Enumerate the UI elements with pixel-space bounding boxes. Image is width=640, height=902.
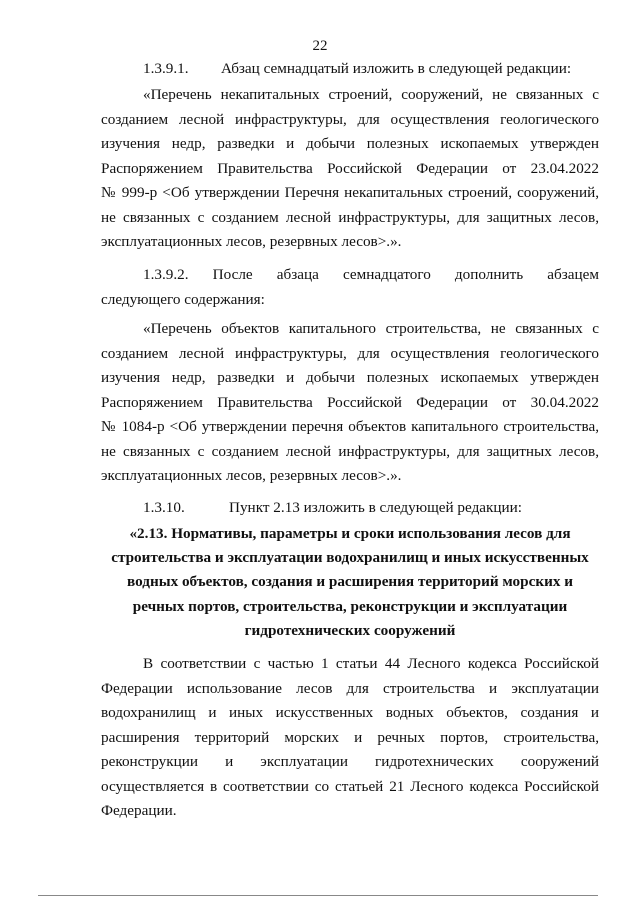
heading-line: речных портов, строительства, реконструкции и эксплуатации [132,597,568,615]
footer-divider [38,895,598,896]
clause-number: 1.3.9.2. [143,266,189,283]
quote-line: созданием лесной инфраструктуры, для осуществления геологического [101,344,599,362]
section-heading [101,522,599,643]
body-line: Федерации. [101,802,177,819]
heading-line: «2.13. Нормативы, параметры и сроки использования лесов для [129,525,571,542]
page-number: 22 [312,38,328,54]
paragraph-1-3-9-2 [101,263,599,312]
heading-line: водных объектов, создания и расширения территорий морских и [127,573,573,591]
quote-line: эксплуатационных лесов, резервных лесов>.». [101,467,402,484]
quote-line: Распоряжением Правительства Российской Федерации от 30.04.2022 [101,393,599,411]
clause-text: Абзац семнадцатый изложить в следующей редакции: [221,60,572,77]
quote-line: № 1084-р <Об утверждении перечня объектов капитального строительства, [101,418,599,435]
quote-line: эксплуатационных лесов, резервных лесов>.». [101,233,402,250]
clause-number: 1.3.10. [143,499,185,516]
clause-number: 1.3.9.1. [143,60,189,77]
paragraph-1-3-9-1 [101,57,599,82]
body-line: осуществляется в соответствии со статьей 21 Лесного кодекса Российской [101,777,599,795]
heading-line: строительства и эксплуатации водохранилищ и иных искусственных [111,549,589,567]
clause-word: дополнить [454,266,524,283]
heading-line: гидротехнических сооружений [244,621,456,639]
clause-word: семнадцатого [342,266,431,283]
quote-block-2 [101,317,599,489]
quote-line: не связанных с созданием лесной инфраструктуры, для защитных лесов, [101,442,599,460]
quote-line: № 999-р <Об утверждении Перечня некапитальных строений, сооружений, [101,184,599,201]
quote-block-1 [101,83,599,255]
quote-line: изучения недр, разведки и добычи полезных ископаемых утвержден [101,369,599,386]
quote-line: созданием лесной инфраструктуры, для осуществления геологического [101,110,599,128]
clause-text: следующего содержания: [101,290,265,308]
body-line: реконструкции и эксплуатации гидротехнических сооружений [101,753,599,770]
body-line: расширения территорий морских и речных портов, строительства, [101,728,599,746]
quote-line: не связанных с созданием лесной инфраструктуры, для защитных лесов, [101,208,599,226]
quote-line: «Перечень некапитальных строений, сооружений, не связанных с [143,86,599,103]
body-paragraph [101,652,599,824]
clause-word: После [212,266,253,283]
body-line: водохранилищ и иных искусственных водных объектов, создания и [101,704,599,721]
clause-word: абзаца [276,266,319,283]
body-line: В соответствии с частью 1 статьи 44 Лесного кодекса Российской [143,655,599,672]
clause-text: Пункт 2.13 изложить в следующей редакции: [229,499,523,516]
clause-word: абзацем [547,266,599,283]
body-line: Федерации использование лесов для строительства и эксплуатации [101,679,599,697]
quote-line: Распоряжением Правительства Российской Федерации от 23.04.2022 [101,159,599,177]
paragraph-1-3-10 [101,496,599,521]
quote-line: «Перечень объектов капитального строительства, не связанных с [143,320,599,337]
quote-line: изучения недр, разведки и добычи полезных ископаемых утвержден [101,135,599,152]
